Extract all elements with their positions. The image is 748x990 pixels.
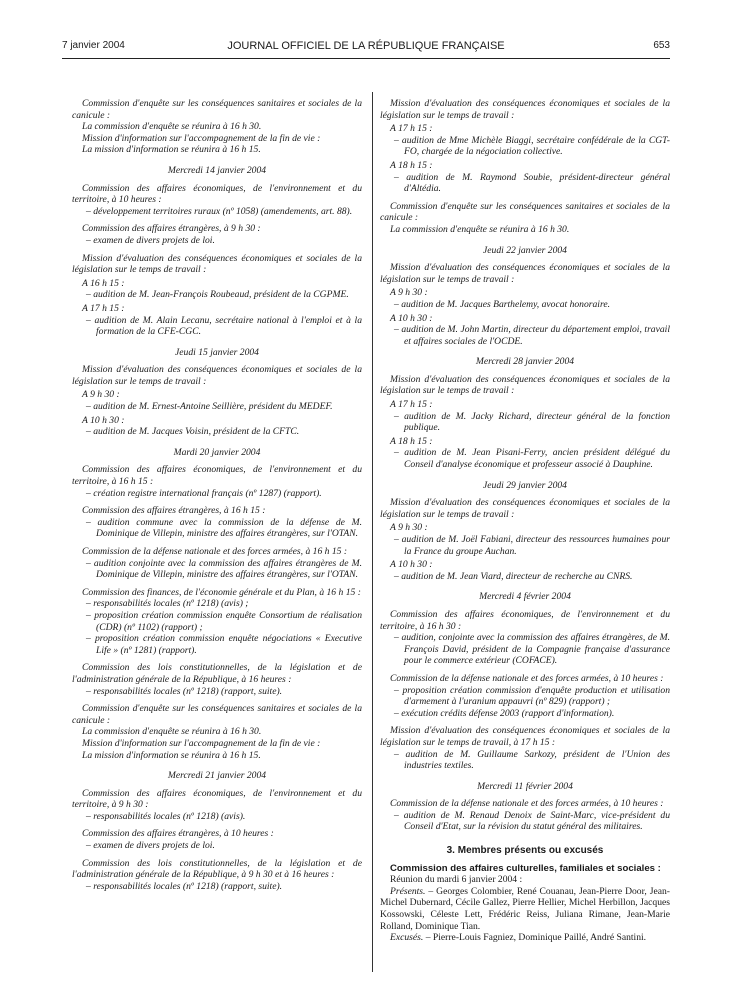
- time-label: A 10 h 30 :: [390, 312, 433, 324]
- entry-title: Commission de la défense nationale et des forces armées, à 10 heures :: [390, 672, 664, 684]
- agenda-item: – audition de M. Jean Viard, directeur de recherche au CNRS.: [394, 570, 633, 582]
- entry-title: Commission des affaires économiques, de l'environnement et du territoire, à 10 heures :: [72, 182, 362, 206]
- entry-title: Mission d'évaluation des conséquences économiques et sociales de la législation sur le temps de travail :: [72, 364, 362, 387]
- agenda-item: – audition de M. Jacques Voisin, président de la CFTC.: [86, 426, 300, 438]
- entry-title: Mission d'évaluation des conséquences économiques et sociales de la législation sur le temps de travail :: [380, 497, 670, 520]
- entry-title: Mission d'information sur l'accompagnement de la fin de vie :: [82, 737, 321, 749]
- agenda-item: – proposition création commission enquête Consortium de réalisation (CDR) (nº 1102) (rapport) ;: [86, 609, 362, 633]
- entry-line: La commission d'enquête se réunira à 16 h 30.: [390, 223, 570, 235]
- excused-names: – Pierre-Louis Fagniez, Dominique Paillé, André Santini.: [423, 932, 647, 944]
- excused-label: Excusés.: [390, 932, 424, 944]
- entry-line: La commission d'enquête se réunira à 16 h 30.: [82, 726, 262, 738]
- agenda-item: – création registre international français (nº 1287) (rapport).: [86, 487, 322, 499]
- agenda-item: – responsabilités locales (nº 1218) (avis).: [86, 810, 246, 822]
- left-column: [72, 98, 362, 892]
- entry-title: Commission des affaires étrangères, à 16 h 15 :: [82, 505, 266, 517]
- agenda-item: – exécution crédits défense 2003 (rapport d'information).: [394, 707, 615, 719]
- present-label: Présents.: [390, 885, 426, 897]
- time-label: A 9 h 30 :: [82, 389, 120, 401]
- present-paragraph: [380, 886, 670, 932]
- day-heading: Mercredi 11 février 2004: [477, 780, 573, 792]
- day-heading: Mercredi 14 janvier 2004: [167, 164, 267, 176]
- agenda-item: – audition de M. Jean-François Roubeaud, président de la CGPME.: [86, 289, 349, 301]
- entry-title: Mission d'évaluation des conséquences économiques et sociales de la législation sur le temps de travail, à 17 h 15 :: [380, 725, 670, 748]
- agenda-item: – examen de divers projets de loi.: [86, 234, 215, 246]
- entry-title: Commission des affaires économiques, de l'environnement et du territoire, à 16 h 30 :: [380, 608, 670, 632]
- commission-title: Commission des affaires culturelles, familiales et sociales :: [390, 862, 661, 874]
- agenda-item: – proposition création commission d'enquête production et utilisation d'armement à l'uranium appauvri (nº 829) (rapport) ;: [394, 684, 670, 708]
- agenda-item: – audition de M. Alain Lecanu, secrétaire national à l'emploi et à la formation de la CFE-CGC.: [86, 314, 362, 338]
- agenda-item: – audition conjointe avec la commission des affaires étrangères de M. Dominique de Villepin, ministre des affaires étrangères, sur l'OTAN.: [86, 557, 362, 581]
- entry-title: Commission des lois constitutionnelles, de la législation et de l'administration générale de la République, à 9 h 30 et à 16 heures :: [72, 857, 362, 881]
- agenda-item: – responsabilités locales (nº 1218) (rapport, suite).: [86, 685, 283, 697]
- entry-title: Commission d'enquête sur les conséquences sanitaires et sociales de la canicule :: [72, 98, 362, 121]
- time-label: A 9 h 30 :: [390, 522, 428, 534]
- time-label: A 17 h 15 :: [82, 302, 125, 314]
- right-column: [380, 98, 670, 944]
- header-rule: [62, 58, 670, 59]
- agenda-item: – développement territoires ruraux (nº 1058) (amendements, art. 88).: [86, 205, 353, 217]
- agenda-item: – audition, conjointe avec la commission des affaires étrangères, de M. François David, président de la Compagnie française d'assurance pour le commerce extérieur (COFACE).: [394, 632, 670, 667]
- agenda-item: – responsabilités locales (nº 1218) (rapport, suite).: [86, 880, 283, 892]
- entry-title: Commission des affaires économiques, de l'environnement et du territoire, à 9 h 30 :: [72, 787, 362, 811]
- day-heading: Jeudi 22 janvier 2004: [483, 244, 567, 256]
- time-label: A 10 h 30 :: [82, 414, 125, 426]
- entry-title: Commission de la défense nationale et des forces armées, à 16 h 15 :: [82, 546, 348, 557]
- header-date: 7 janvier 2004: [62, 40, 125, 51]
- agenda-item: – examen de divers projets de loi.: [86, 840, 215, 852]
- entry-line: La mission d'information se réunira à 16 h 15.: [82, 749, 261, 761]
- entry-title: Commission des affaires étrangères, à 9 h 30 :: [82, 223, 261, 235]
- entry-line: La mission d'information se réunira à 16 h 15.: [82, 144, 261, 156]
- agenda-item: – responsabilités locales (nº 1218) (avis) ;: [86, 598, 249, 610]
- agenda-item: – audition de M. Jean Pisani-Ferry, ancien président délégué du Conseil d'analyse économique et professeur associé à Dauphine.: [394, 447, 670, 471]
- entry-title: Mission d'évaluation des conséquences économiques et sociales de la législation sur le temps de travail :: [72, 252, 362, 276]
- time-label: A 16 h 15 :: [82, 277, 125, 289]
- section-title: 3. Membres présents ou excusés: [446, 845, 604, 857]
- entry-title: Commission des affaires étrangères, à 10 heures :: [82, 828, 274, 840]
- agenda-item: – audition de M. Jacky Richard, directeur général de la fonction publique.: [394, 410, 670, 434]
- agenda-item: – audition de M. Jacques Barthelemy, avocat honoraire.: [394, 298, 610, 310]
- day-heading: Mercredi 28 janvier 2004: [475, 356, 575, 368]
- agenda-item: – audition de M. Joël Fabiani, directeur des ressources humaines pour la France du groupe Auchan.: [394, 534, 670, 557]
- time-label: A 18 h 15 :: [390, 159, 433, 171]
- agenda-item: – proposition création commission enquête négociations « Executive Life » (nº 1281) (rapport).: [86, 633, 362, 656]
- time-label: A 17 h 15 :: [390, 123, 433, 135]
- entry-title: Commission des lois constitutionnelles, de la législation et de l'administration générale de la République, à 16 heures :: [72, 662, 362, 685]
- journal-title: JOURNAL OFFICIEL DE LA RÉPUBLIQUE FRANÇAISE: [227, 40, 505, 52]
- entry-title: Mission d'évaluation des conséquences économiques et sociales de la législation sur le temps de travail :: [380, 262, 670, 285]
- agenda-item: – audition de M. Renaud Denoix de Saint-Marc, vice-président du Conseil d'Etat, sur la révision du statut général des militaires.: [394, 809, 670, 833]
- entry-title: Commission des finances, de l'économie générale et du Plan, à 16 h 15 :: [82, 586, 361, 598]
- day-heading: Jeudi 15 janvier 2004: [175, 346, 259, 358]
- entry-title: Commission d'enquête sur les conséquences sanitaires et sociales de la canicule :: [380, 200, 670, 224]
- entry-line: La commission d'enquête se réunira à 16 h 30.: [82, 121, 262, 133]
- agenda-item: – audition commune avec la commission de la défense de M. Dominique de Villepin, ministre des affaires étrangères, sur l'OTAN.: [86, 516, 362, 540]
- entry-title: Commission d'enquête sur les conséquences sanitaires et sociales de la canicule :: [72, 703, 362, 726]
- agenda-item: – audition de Mme Michèle Biaggi, secrétaire confédérale de la CGT-FO, chargée de la négociation collective.: [394, 134, 670, 158]
- entry-title: Commission de la défense nationale et des forces armées, à 10 heures :: [390, 798, 664, 810]
- time-label: A 17 h 15 :: [390, 399, 433, 411]
- day-heading: Mercredi 4 février 2004: [479, 591, 571, 603]
- entry-title: Mission d'évaluation des conséquences économiques et sociales de la législation sur le temps de travail :: [380, 373, 670, 397]
- time-label: A 18 h 15 :: [390, 435, 433, 447]
- entry-title: Mission d'information sur l'accompagnement de la fin de vie :: [82, 132, 321, 144]
- agenda-item: – audition de M. Ernest-Antoine Seillière, président du MEDEF.: [86, 401, 333, 413]
- agenda-item: – audition de M. Guillaume Sarkozy, président de l'Union des industries textiles.: [394, 748, 670, 772]
- day-heading: Mercredi 21 janvier 2004: [167, 770, 267, 782]
- agenda-item: – audition de M. John Martin, directeur du département emploi, travail et affaires sociales de l'OCDE.: [394, 324, 670, 347]
- page-number: 653: [653, 40, 670, 51]
- entry-title: Mission d'évaluation des conséquences économiques et sociales de la législation sur le temps de travail :: [380, 98, 670, 121]
- meeting-line: Réunion du mardi 6 janvier 2004 :: [390, 874, 523, 886]
- column-divider: [372, 92, 373, 972]
- day-heading: Mardi 20 janvier 2004: [173, 446, 261, 458]
- present-names: – Georges Colombier, René Couanau, Jean-Pierre Door, Jean-Michel Dubernard, Cécile Gallez, Pierre Hellier, Michel Herbillon, Jacques Kossowski, Céleste Lett, Frédéric Reiss, Juliana Rimane, Jean-Marie Rolland, Dominique Tian.: [380, 885, 670, 932]
- time-label: A 9 h 30 :: [390, 287, 428, 299]
- excused-paragraph: [380, 932, 670, 944]
- time-label: A 10 h 30 :: [390, 559, 433, 571]
- day-heading: Jeudi 29 janvier 2004: [483, 479, 567, 491]
- page-header: [62, 40, 670, 56]
- agenda-item: – audition de M. Raymond Soubie, président-directeur général d'Altédia.: [394, 171, 670, 195]
- entry-title: Commission des affaires économiques, de l'environnement et du territoire, à 16 h 15 :: [72, 464, 362, 488]
